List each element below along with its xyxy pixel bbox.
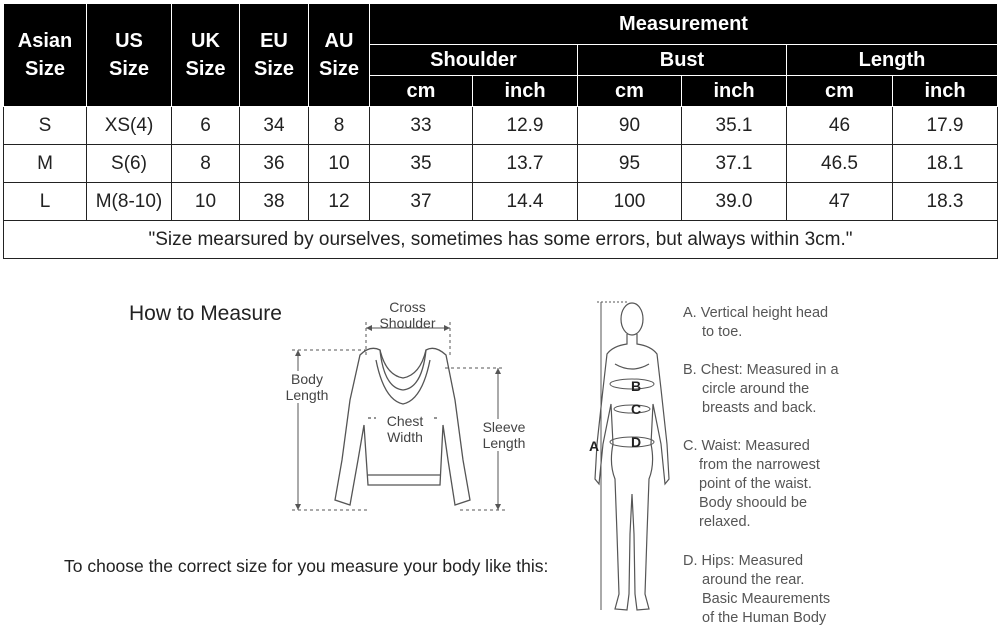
table-note: "Size mearsured by ourselves, sometimes has some errors, but always within 3cm." bbox=[4, 221, 998, 259]
table-cell: 10 bbox=[309, 145, 370, 183]
table-cell: 36 bbox=[240, 145, 309, 183]
header-unit: inch bbox=[473, 76, 578, 107]
table-cell: 8 bbox=[172, 145, 240, 183]
header-bust: Bust bbox=[578, 45, 787, 76]
table-cell: 18.1 bbox=[893, 145, 998, 183]
note-a: A. Vertical height head to toe. bbox=[683, 305, 829, 340]
table-cell: 33 bbox=[370, 107, 473, 145]
table-row bbox=[4, 183, 998, 221]
header-unit: cm bbox=[578, 76, 682, 107]
table-cell: 6 bbox=[172, 107, 240, 145]
letter-c: C bbox=[631, 401, 642, 417]
note-b: B. Chest: Measured in a circle around the breasts and back. bbox=[683, 362, 839, 416]
table-cell: 37 bbox=[370, 183, 473, 221]
cross-shoulder-label: Cross Shoulder bbox=[379, 299, 436, 331]
note-d: D. Hips: Measured around the rear. Basic Meaurements of the Human Body bbox=[683, 553, 831, 626]
header-uk-size: UK Size bbox=[172, 4, 240, 107]
header-unit: inch bbox=[893, 76, 998, 107]
table-cell: 35.1 bbox=[682, 107, 787, 145]
table-note-row bbox=[4, 221, 998, 259]
table-cell: 8 bbox=[309, 107, 370, 145]
note-c: C. Waist: Measured from the narrowest point of the waist. Body shoould be relaxed. bbox=[683, 438, 820, 530]
choose-size-text: To choose the correct size for you measure your body like this: bbox=[64, 556, 549, 576]
table-cell: 95 bbox=[578, 145, 682, 183]
body-length-label: Body Length bbox=[278, 371, 336, 403]
table-cell: 90 bbox=[578, 107, 682, 145]
table-cell: 46 bbox=[787, 107, 893, 145]
header-unit: cm bbox=[370, 76, 473, 107]
table-cell: M bbox=[4, 145, 87, 183]
how-to-measure-title: How to Measure bbox=[129, 302, 282, 325]
header-eu-size: EU Size bbox=[240, 4, 309, 107]
letter-b: B bbox=[631, 378, 642, 394]
header-length: Length bbox=[787, 45, 998, 76]
table-cell: 18.3 bbox=[893, 183, 998, 221]
table-row bbox=[4, 107, 998, 145]
chest-width-label: Chest Width bbox=[376, 413, 434, 445]
table-cell: M(8-10) bbox=[87, 183, 172, 221]
table-cell: 13.7 bbox=[473, 145, 578, 183]
table-cell: 38 bbox=[240, 183, 309, 221]
size-chart-table bbox=[3, 3, 998, 259]
table-cell: 14.4 bbox=[473, 183, 578, 221]
table-cell: 39.0 bbox=[682, 183, 787, 221]
table-cell: 35 bbox=[370, 145, 473, 183]
human-body-figure bbox=[585, 294, 680, 630]
letter-a: A bbox=[589, 438, 600, 454]
table-cell: S bbox=[4, 107, 87, 145]
table-cell: 37.1 bbox=[682, 145, 787, 183]
header-asian-size: Asian Size bbox=[4, 4, 87, 107]
header-measurement: Measurement bbox=[370, 4, 998, 45]
table-cell: L bbox=[4, 183, 87, 221]
table-cell: 47 bbox=[787, 183, 893, 221]
header-unit: inch bbox=[682, 76, 787, 107]
table-cell: 100 bbox=[578, 183, 682, 221]
letter-d: D bbox=[631, 434, 642, 450]
header-shoulder: Shoulder bbox=[370, 45, 578, 76]
sleeve-length-label: Sleeve Length bbox=[474, 419, 534, 451]
header-au-size: AU Size bbox=[309, 4, 370, 107]
table-cell: 12.9 bbox=[473, 107, 578, 145]
table-row bbox=[4, 145, 998, 183]
table-cell: 34 bbox=[240, 107, 309, 145]
table-cell: 10 bbox=[172, 183, 240, 221]
header-unit: cm bbox=[787, 76, 893, 107]
table-cell: 12 bbox=[309, 183, 370, 221]
table-cell: 46.5 bbox=[787, 145, 893, 183]
table-cell: XS(4) bbox=[87, 107, 172, 145]
header-us-size: US Size bbox=[87, 4, 172, 107]
table-cell: S(6) bbox=[87, 145, 172, 183]
table-cell: 17.9 bbox=[893, 107, 998, 145]
